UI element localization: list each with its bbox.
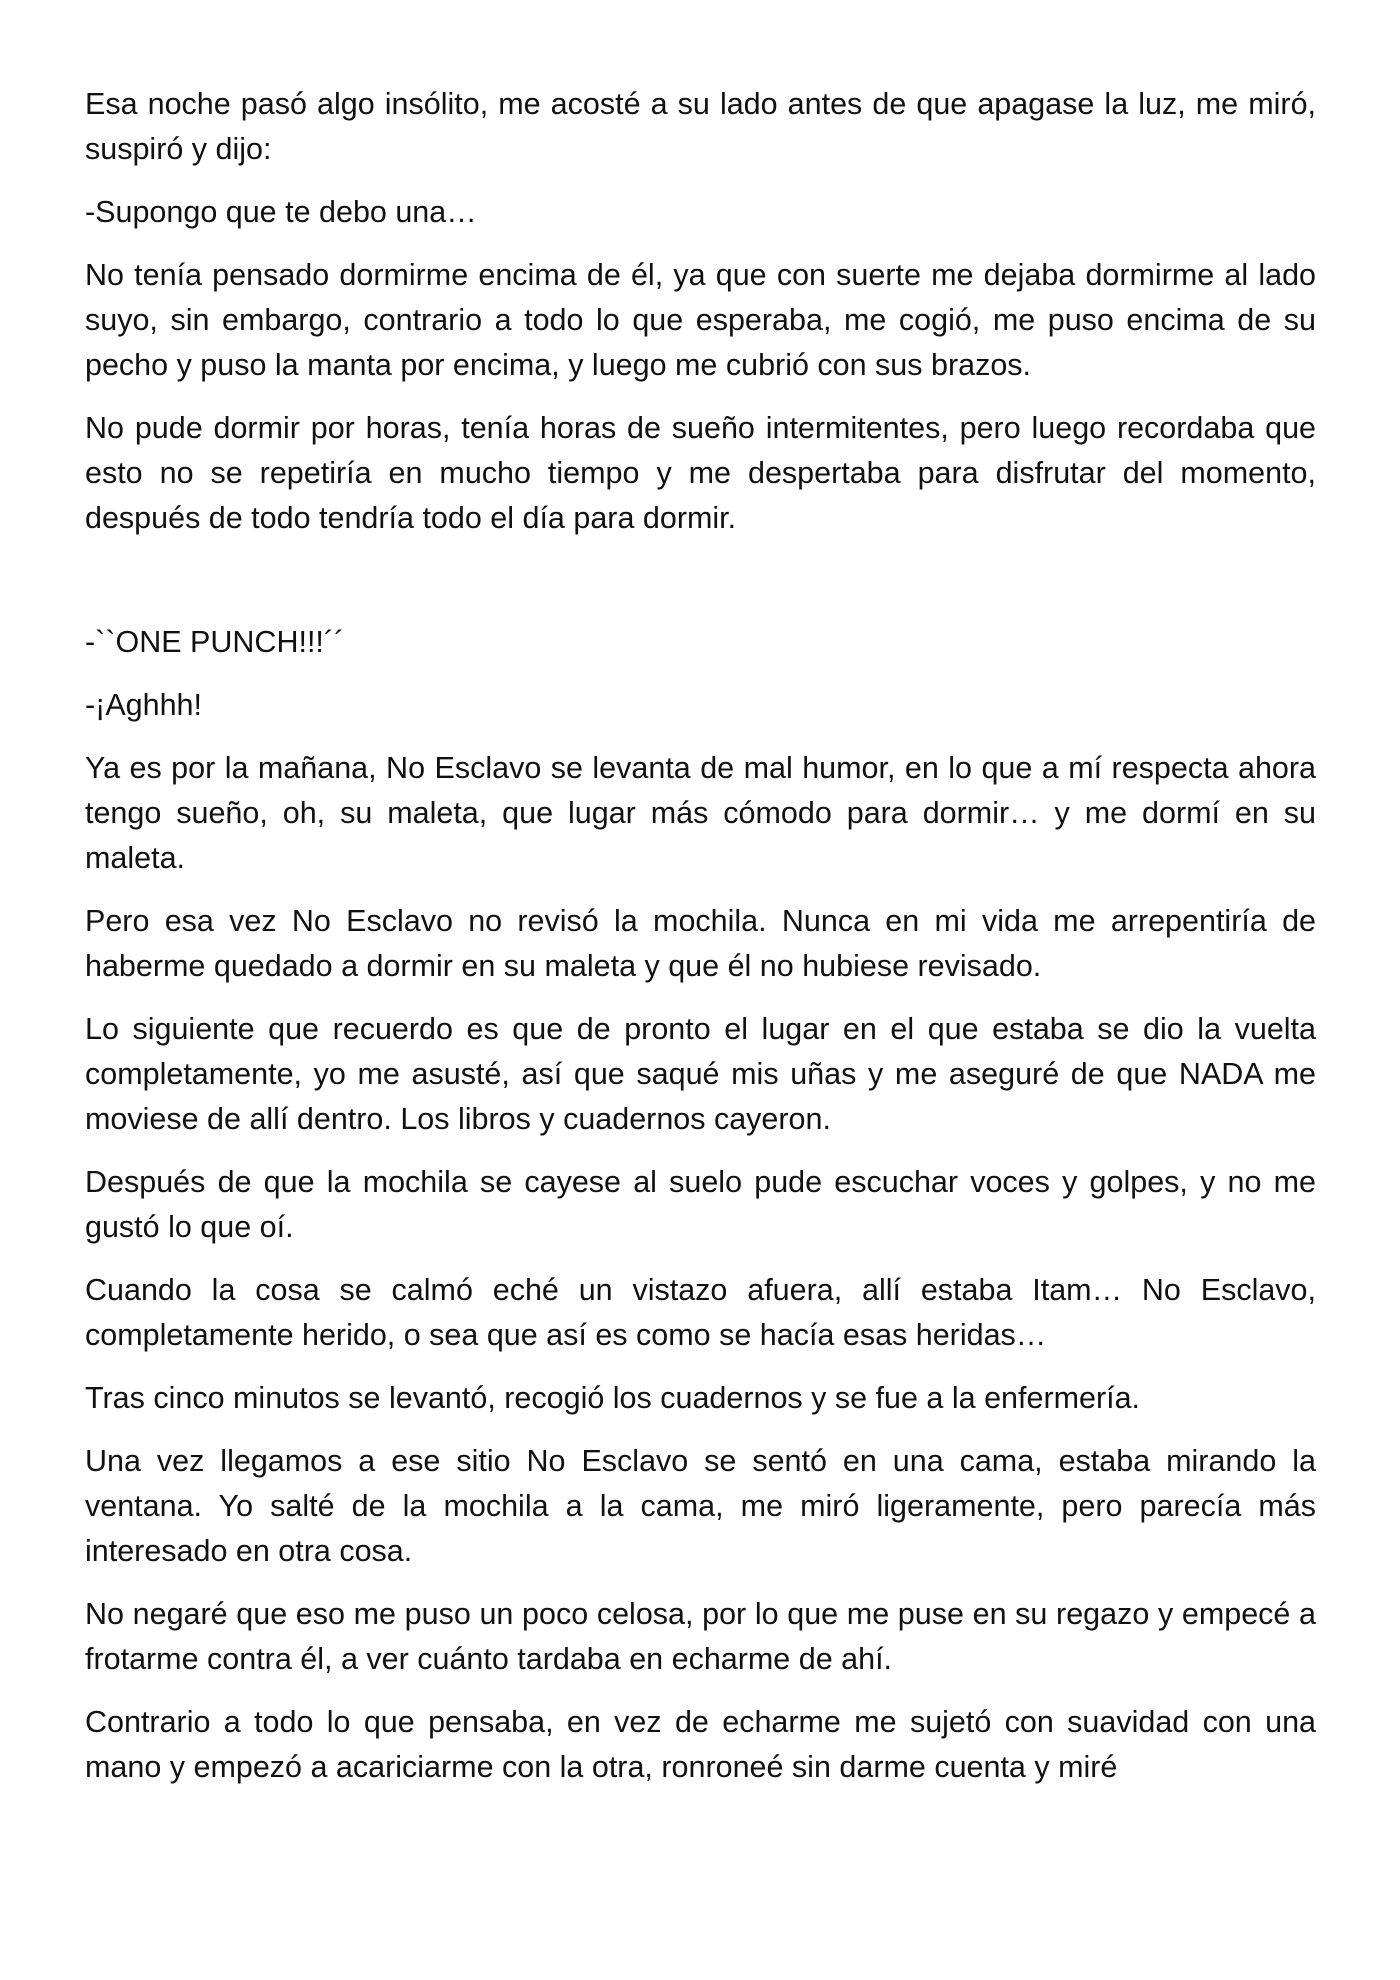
paragraph: No negaré que eso me puso un poco celosa, por lo que me puse en su regazo y empecé a frotarme contra él, a ver cuánto tardaba en echarme de ahí.	[85, 1597, 1316, 1676]
paragraph: Tras cinco minutos se levantó, recogió los cuadernos y se fue a la enfermería.	[85, 1381, 1141, 1415]
paragraph: Cuando la cosa se calmó eché un vistazo afuera, allí estaba Itam… No Esclavo, completamente herido, o sea que así es como se hacía esas heridas…	[85, 1273, 1316, 1352]
paragraph: Una vez llegamos a ese sitio No Esclavo se sentó en una cama, estaba mirando la ventana. Yo salté de la mochila a la cama, me miró ligeramente, pero parecía más interesado en otra cosa.	[85, 1444, 1316, 1568]
paragraph: No tenía pensado dormirme encima de él, ya que con suerte me dejaba dormirme al lado suyo, sin embargo, contrario a todo lo que esperaba, me cogió, me puso encima de su pecho y puso la manta por encima, y luego me cubrió con sus brazos.	[85, 258, 1316, 382]
paragraph: Pero esa vez No Esclavo no revisó la mochila. Nunca en mi vida me arrepentiría de haberme quedado a dormir en su maleta y que él no hubiese revisado.	[85, 904, 1316, 983]
paragraph: Esa noche pasó algo insólito, me acosté a su lado antes de que apagase la luz, me miró, suspiró y dijo:	[85, 87, 1316, 166]
paragraph: No pude dormir por horas, tenía horas de sueño intermitentes, pero luego recordaba que esto no se repetiría en mucho tiempo y me despertaba para disfrutar del momento, después de todo tendría todo el día para dormir.	[85, 411, 1316, 535]
paragraph: -Supongo que te debo una…	[85, 195, 477, 229]
paragraph: Lo siguiente que recuerdo es que de pronto el lugar en el que estaba se dio la vuelta completamente, yo me asusté, así que saqué mis uñas y me aseguré de que NADA me moviese de allí dentro. Los libros y cuadernos cayeron.	[85, 1012, 1316, 1136]
paragraph: Ya es por la mañana, No Esclavo se levanta de mal humor, en lo que a mí respecta ahora tengo sueño, oh, su maleta, que lugar más cómodo para dormir… y me dormí en su maleta.	[85, 751, 1316, 875]
paragraph: -¡Aghhh!	[85, 688, 202, 722]
paragraph: -``ONE PUNCH!!!´´	[85, 625, 345, 659]
section-break	[85, 559, 1316, 620]
paragraph: Después de que la mochila se cayese al suelo pude escuchar voces y golpes, y no me gustó lo que oí.	[85, 1165, 1316, 1244]
paragraph: Contrario a todo lo que pensaba, en vez de echarme me sujetó con suavidad con una mano y empezó a acariciarme con la otra, ronroneé sin darme cuenta y miré	[85, 1705, 1316, 1784]
